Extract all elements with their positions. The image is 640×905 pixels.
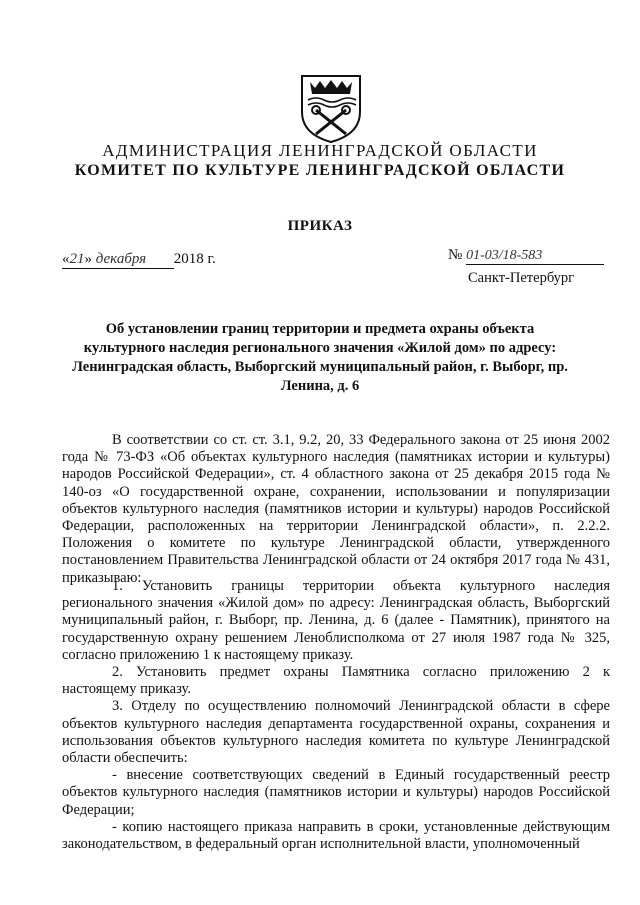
order-item-3-subitem-b: - копию настоящего приказа направить в сроки, установленные действующим законодательством, в федеральный орган исполнительной власти, уполномоченный xyxy=(62,818,610,853)
document-number xyxy=(448,247,604,265)
number-value: 01-03/18-583 xyxy=(466,248,604,265)
order-item-1: 1. Установить границы территории объекта культурного наследия регионального значения «Жилой дом» по адресу: Ленинградская область, Выборгский муниципальный район, г. Выборг, пр. Ленина, д. 6 (далее - Памятник), принятого на государственную охрану решением Леноблисполкома от 27 июля 1987 года № 325, согласно приложению 1 к настоящему приказу. xyxy=(62,578,610,663)
date-close-quote: » xyxy=(84,251,92,267)
date-day: 21 xyxy=(69,251,85,267)
document-title: Об установлении границ территории и предмета охраны объекта культурного наследия регионального значения «Жилой дом» по адресу: Ленинградская область, Выборгский муниципальный район, г. Выборг, пр. Ленина, д. 6 xyxy=(72,321,568,394)
date-year: 2018 г. xyxy=(173,251,216,267)
committee-name: КОМИТЕТ ПО КУЛЬТУРЕ ЛЕНИНГРАДСКОЙ ОБЛАСТИ xyxy=(74,162,566,179)
preamble-paragraph: В соответствии со ст. ст. 3.1, 9.2, 20, 33 Федерального закона от 25 июня 2002 года № 73-ФЗ «Об объектах культурного наследия (памятниках истории и культуры) народов Российской Федерации», ст. 4 областного закона от 25 декабря 2015 года № 140-оз «О государственной охране, сохранении, использовании и популяризации объектов культурного наследия (памятников истории и культуры) народов Российской Федерации, расположенных на территории Ленинградской области», п. 2.2.2. Положения о комитете по культуре Ленинградской области, утвержденного постановлением Правительства Ленинградской области от 24 октября 2017 года № 431, приказываю: xyxy=(62,432,610,586)
order-item-3: 3. Отделу по осуществлению полномочий Ленинградской области в сфере объектов культурного наследия департамента государственной охраны, сохранения и использования объектов культурного наследия комитета по культуре Ленинградской области обеспечить: xyxy=(62,698,610,767)
order-item-2: 2. Установить предмет охраны Памятника согласно приложению 2 к настоящему приказу. xyxy=(62,664,610,698)
order-item-3-subitem-a: - внесение соответствующих сведений в Единый государственный реестр объектов культурного наследия (памятников истории и культуры) народов Российской Федерации; xyxy=(62,767,610,818)
number-sign: № xyxy=(448,247,463,263)
preamble-block xyxy=(62,432,610,587)
document-city: Санкт-Петербург xyxy=(468,270,575,286)
date-open-quote: « xyxy=(62,251,70,267)
order-items xyxy=(62,578,610,853)
coat-of-arms-icon xyxy=(298,72,364,144)
document-date xyxy=(62,251,216,269)
date-month: декабря xyxy=(95,251,147,267)
organization-name: АДМИНИСТРАЦИЯ ЛЕНИНГРАДСКОЙ ОБЛАСТИ xyxy=(102,141,538,160)
document-type: ПРИКАЗ xyxy=(287,218,353,234)
